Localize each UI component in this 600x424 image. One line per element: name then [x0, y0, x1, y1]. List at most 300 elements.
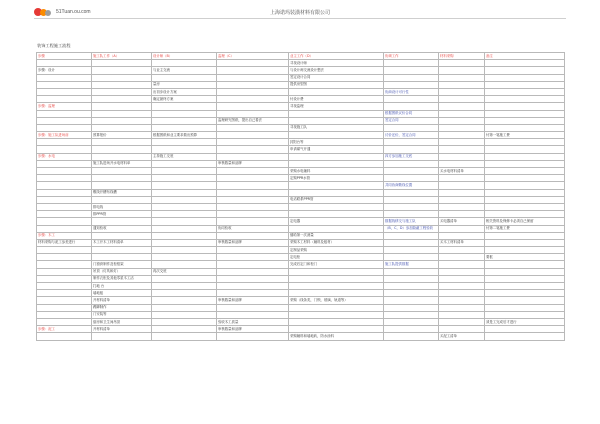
table-cell: 开材料清单	[92, 326, 152, 333]
table-cell	[289, 268, 384, 275]
table-cell	[439, 103, 485, 110]
table-cell	[152, 168, 217, 175]
table-row	[37, 96, 565, 103]
table-cell: 步骤：泥工	[37, 326, 92, 333]
table-cell	[384, 333, 439, 340]
table-cell	[217, 203, 289, 210]
table-row	[37, 297, 565, 304]
table-cell	[92, 67, 152, 74]
table-cell	[384, 196, 439, 203]
table-cell	[37, 283, 92, 290]
table-cell	[152, 318, 217, 325]
table-cell	[92, 74, 152, 81]
table-cell	[37, 175, 92, 182]
table-cell: 寻找监理	[289, 103, 384, 110]
table-cell	[217, 232, 289, 239]
table-cell	[152, 189, 217, 196]
table-cell	[289, 153, 384, 160]
table-row	[37, 196, 565, 203]
table-cell: 须是工完成后才进行	[485, 318, 565, 325]
table-row	[37, 110, 565, 117]
table-cell: 定电器	[289, 218, 384, 225]
table-cell	[384, 103, 439, 110]
table-cell	[217, 196, 289, 203]
table-row	[37, 132, 565, 139]
table-cell: 主持施工交底	[152, 153, 217, 160]
table-cell	[37, 225, 92, 232]
table-row	[37, 182, 565, 189]
table-cell: 寻找设计师	[289, 60, 384, 67]
table-cell	[485, 247, 565, 254]
table-cell	[37, 189, 92, 196]
table-cell: 四方参加施工交底	[384, 153, 439, 160]
table-cell	[37, 311, 92, 318]
table-row	[37, 254, 565, 261]
table-row	[37, 218, 565, 225]
table-cell	[217, 124, 289, 131]
table-cell	[37, 261, 92, 268]
table-cell	[217, 146, 289, 153]
table-cell: 木工开木工材料清单	[92, 239, 152, 246]
table-cell	[217, 283, 289, 290]
table-cell	[152, 211, 217, 218]
table-cell	[485, 196, 565, 203]
table-cell	[439, 261, 485, 268]
table-cell	[217, 182, 289, 189]
table-cell: 相关资料及保修卡必须自己保留	[485, 218, 565, 225]
table-cell	[384, 81, 439, 88]
table-row	[37, 326, 565, 333]
table-row	[37, 232, 565, 239]
table-cell	[485, 124, 565, 131]
table-cell	[485, 297, 565, 304]
table-cell	[485, 239, 565, 246]
table-cell	[37, 268, 92, 275]
table-row	[37, 175, 565, 182]
table-cell	[92, 232, 152, 239]
table-cell	[37, 182, 92, 189]
document-title: 装饰工程施工流程	[37, 43, 71, 48]
table-cell	[152, 196, 217, 203]
table-cell: 监理研究图纸，提出自己看法	[217, 117, 289, 124]
table-cell	[92, 139, 152, 146]
table-cell	[152, 304, 217, 311]
table-cell	[384, 268, 439, 275]
column-header: 备注	[485, 53, 565, 60]
table-cell: 门安装等	[92, 311, 152, 318]
table-cell	[152, 254, 217, 261]
table-cell	[152, 103, 217, 110]
table-cell	[485, 96, 565, 103]
table-row	[37, 275, 565, 282]
table-cell: 要框	[485, 254, 565, 261]
table-cell	[217, 81, 289, 88]
table-cell	[439, 275, 485, 282]
table-cell	[37, 297, 92, 304]
table-cell: 定制品采购	[289, 247, 384, 254]
table-row	[37, 124, 565, 131]
table-cell	[37, 211, 92, 218]
table-cell	[384, 146, 439, 153]
table-cell	[439, 110, 485, 117]
table-cell	[439, 81, 485, 88]
table-cell	[37, 218, 92, 225]
table-row	[37, 311, 565, 318]
table-cell: 门窗套制作及柜框架	[92, 261, 152, 268]
table-cell	[152, 146, 217, 153]
table-row	[37, 283, 565, 290]
table-cell	[37, 203, 92, 210]
table-cell	[92, 254, 152, 261]
table-row	[37, 160, 565, 167]
table-cell: 寻找施工队	[289, 124, 384, 131]
table-row	[37, 261, 565, 268]
table-row	[37, 74, 565, 81]
table-cell	[217, 175, 289, 182]
table-cell	[289, 304, 384, 311]
table-cell: 催给第一次测量	[289, 232, 384, 239]
table-cell	[289, 110, 384, 117]
table-cell	[485, 175, 565, 182]
table-cell	[485, 290, 565, 297]
table-cell	[92, 218, 152, 225]
table-cell	[37, 110, 92, 117]
table-cell	[384, 96, 439, 103]
table-cell	[217, 153, 289, 160]
table-cell	[384, 74, 439, 81]
table-cell	[289, 203, 384, 210]
table-cell	[485, 261, 565, 268]
table-cell	[217, 218, 289, 225]
table-cell	[384, 283, 439, 290]
table-row	[37, 304, 565, 311]
table-cell: 签定设计合同	[289, 74, 384, 81]
table-cell	[92, 96, 152, 103]
table-cell	[152, 160, 217, 167]
table-cell	[384, 160, 439, 167]
table-cell	[289, 160, 384, 167]
table-cell	[37, 139, 92, 146]
table-row	[37, 225, 565, 232]
table-cell	[439, 225, 485, 232]
table-cell	[439, 132, 485, 139]
table-cell	[485, 311, 565, 318]
table-row	[37, 168, 565, 175]
table-cell: 采购木工材料（辅料及板材）	[289, 239, 384, 246]
table-cell: 验收木工质量	[217, 318, 289, 325]
table-cell	[37, 117, 92, 124]
table-cell	[217, 103, 289, 110]
table-cell: 协同验收	[217, 225, 289, 232]
table-header-row	[37, 53, 565, 60]
table-cell	[439, 139, 485, 146]
table-cell	[384, 254, 439, 261]
table-row	[37, 81, 565, 88]
table-cell: 审核数量和品牌	[217, 326, 289, 333]
table-cell	[439, 117, 485, 124]
table-cell	[217, 333, 289, 340]
table-cell: 电话联系PPR管	[289, 196, 384, 203]
table-cell	[217, 60, 289, 67]
table-cell	[289, 311, 384, 318]
column-header: 业主工作（D）	[289, 53, 384, 60]
table-cell: 根据图纸和业主要求做出预算	[152, 132, 217, 139]
table-cell	[439, 67, 485, 74]
table-cell: 付第一笔施工费	[485, 132, 565, 139]
table-cell	[92, 146, 152, 153]
table-cell	[439, 311, 485, 318]
table-cell: 审核数量和品牌	[217, 239, 289, 246]
table-cell: 协商设计可行性	[384, 88, 439, 95]
table-cell	[289, 189, 384, 196]
table-cell: 审核数量和品牌	[217, 297, 289, 304]
table-cell	[289, 275, 384, 282]
table-cell	[37, 88, 92, 95]
table-cell	[37, 333, 92, 340]
table-cell	[217, 304, 289, 311]
table-cell	[439, 268, 485, 275]
table-cell: 定电柜	[289, 254, 384, 261]
table-row	[37, 247, 565, 254]
table-cell	[217, 96, 289, 103]
table-cell	[217, 254, 289, 261]
table-row	[37, 153, 565, 160]
table-cell: 排电线	[92, 203, 152, 210]
table-cell	[92, 196, 152, 203]
table-cell	[152, 283, 217, 290]
column-header: 材料采购	[439, 53, 485, 60]
table-cell	[92, 168, 152, 175]
table-cell	[485, 232, 565, 239]
table-cell	[289, 290, 384, 297]
table-cell	[289, 117, 384, 124]
table-cell	[485, 88, 565, 95]
table-cell	[92, 124, 152, 131]
table-cell	[439, 74, 485, 81]
table-cell	[37, 160, 92, 167]
table-cell	[485, 103, 565, 110]
table-cell	[92, 110, 152, 117]
table-cell	[439, 232, 485, 239]
table-cell	[439, 196, 485, 203]
table-cell	[485, 203, 565, 210]
table-cell	[37, 146, 92, 153]
table-cell: 步骤：施工队进场前	[37, 132, 92, 139]
table-cell: 买电器清单	[439, 218, 485, 225]
table-cell	[439, 304, 485, 311]
table-row	[37, 203, 565, 210]
table-cell	[37, 60, 92, 67]
table-body	[37, 60, 565, 340]
table-cell	[152, 333, 217, 340]
table-cell	[37, 81, 92, 88]
table-cell	[152, 311, 217, 318]
table-cell	[384, 326, 439, 333]
table-cell: 步骤：木工	[37, 232, 92, 239]
table-cell	[439, 88, 485, 95]
table-cell	[217, 268, 289, 275]
table-cell	[485, 110, 565, 117]
table-cell	[37, 247, 92, 254]
table-cell	[485, 139, 565, 146]
table-cell: 数据线移交与施工队	[384, 218, 439, 225]
table-cell: 敷线开槽布线槽	[92, 189, 152, 196]
table-cell	[485, 268, 565, 275]
table-row	[37, 268, 565, 275]
table-cell	[485, 211, 565, 218]
table-cell	[485, 153, 565, 160]
table-row	[37, 290, 565, 297]
table-cell: 完成后定门和柜门	[289, 261, 384, 268]
table-cell	[485, 326, 565, 333]
table-cell	[217, 74, 289, 81]
table-cell	[92, 103, 152, 110]
table-cell	[384, 290, 439, 297]
header-divider	[34, 18, 566, 19]
table-cell	[37, 168, 92, 175]
table-cell: （B，C，D）参加隐蔽工程验收	[384, 225, 439, 232]
table-cell: 出初步设计方案	[152, 88, 217, 95]
table-cell: 制作衣柜及其他零星木工活	[92, 275, 152, 282]
table-cell	[217, 139, 289, 146]
table-cell: 提供房型图	[289, 81, 384, 88]
table-cell: 确定最终方案	[152, 96, 217, 103]
table-cell: 买水电材料清单	[439, 168, 485, 175]
table-cell	[439, 60, 485, 67]
table-cell	[37, 96, 92, 103]
table-cell	[217, 290, 289, 297]
table-cell	[152, 182, 217, 189]
table-cell	[217, 211, 289, 218]
table-cell: 步骤：监理	[37, 103, 92, 110]
table-cell	[439, 297, 485, 304]
table-cell	[217, 168, 289, 175]
table-row	[37, 239, 565, 246]
table-cell	[439, 189, 485, 196]
table-cell	[152, 290, 217, 297]
table-cell: 排PPR管	[92, 211, 152, 218]
process-table	[36, 52, 565, 341]
table-cell: 开材料清单	[92, 297, 152, 304]
table-cell	[217, 110, 289, 117]
table-cell	[384, 275, 439, 282]
table-cell	[439, 124, 485, 131]
table-cell: 预算报价	[92, 132, 152, 139]
table-cell	[152, 225, 217, 232]
table-cell	[485, 168, 565, 175]
table-cell: 量房	[152, 81, 217, 88]
table-cell	[289, 88, 384, 95]
table-cell	[217, 261, 289, 268]
table-cell	[92, 81, 152, 88]
table-cell	[92, 333, 152, 340]
table-cell	[37, 124, 92, 131]
table-cell	[439, 146, 485, 153]
table-row	[37, 139, 565, 146]
table-cell	[384, 60, 439, 67]
table-row	[37, 88, 565, 95]
table-cell	[289, 225, 384, 232]
table-cell	[289, 283, 384, 290]
table-cell	[152, 74, 217, 81]
table-cell: 付第二笔施工费	[485, 225, 565, 232]
table-cell	[37, 290, 92, 297]
table-cell	[485, 189, 565, 196]
table-cell	[485, 81, 565, 88]
table-cell	[485, 160, 565, 167]
table-cell	[485, 283, 565, 290]
table-cell	[92, 247, 152, 254]
table-cell	[384, 67, 439, 74]
table-row	[37, 211, 565, 218]
table-cell	[152, 275, 217, 282]
table-cell	[485, 275, 565, 282]
logo-text: 51Tuan.ou.com	[56, 9, 91, 15]
table-cell	[92, 117, 152, 124]
table-cell	[485, 146, 565, 153]
table-cell	[152, 326, 217, 333]
table-cell	[217, 275, 289, 282]
table-row	[37, 318, 565, 325]
table-cell	[485, 304, 565, 311]
table-cell: 踢脚制作	[92, 304, 152, 311]
table-cell	[439, 247, 485, 254]
table-cell	[384, 175, 439, 182]
table-cell	[152, 124, 217, 131]
table-cell	[384, 247, 439, 254]
table-cell: 通知验收	[92, 225, 152, 232]
table-cell: 申请煤气开通	[289, 146, 384, 153]
table-cell: 讨价还价，签定合同	[384, 132, 439, 139]
table-cell: 与业主交流	[152, 67, 217, 74]
table-cell: 定购PPR水管	[289, 175, 384, 182]
table-cell	[384, 211, 439, 218]
table-cell	[384, 311, 439, 318]
table-cell	[485, 182, 565, 189]
table-cell	[37, 254, 92, 261]
table-cell: 施工队提供数据	[384, 261, 439, 268]
table-cell: 采购水电辅料	[289, 168, 384, 175]
table-cell: 打地 台	[92, 283, 152, 290]
table-cell	[384, 304, 439, 311]
table-cell: 厨房和卫生间吊顶	[92, 318, 152, 325]
table-cell	[289, 211, 384, 218]
table-cell	[152, 297, 217, 304]
table-cell	[289, 318, 384, 325]
table-cell	[485, 333, 565, 340]
table-row	[37, 67, 565, 74]
table-cell	[485, 74, 565, 81]
table-row	[37, 60, 565, 67]
table-cell	[152, 261, 217, 268]
table-cell	[152, 232, 217, 239]
table-cell	[485, 67, 565, 74]
table-cell: 材料采购与泥工参差进行	[37, 239, 92, 246]
table-row	[37, 117, 565, 124]
table-cell	[152, 239, 217, 246]
table-cell	[439, 182, 485, 189]
table-row	[37, 333, 565, 340]
table-cell: 封阳台等	[289, 139, 384, 146]
table-cell: 吊顶（灯具和灯）	[92, 268, 152, 275]
table-cell	[439, 153, 485, 160]
table-cell: 步骤：水电	[37, 153, 92, 160]
table-cell	[384, 139, 439, 146]
table-cell	[439, 283, 485, 290]
column-header: 协调工作	[384, 53, 439, 60]
table-cell: 根据图纸议价合同	[384, 110, 439, 117]
table-cell	[439, 326, 485, 333]
